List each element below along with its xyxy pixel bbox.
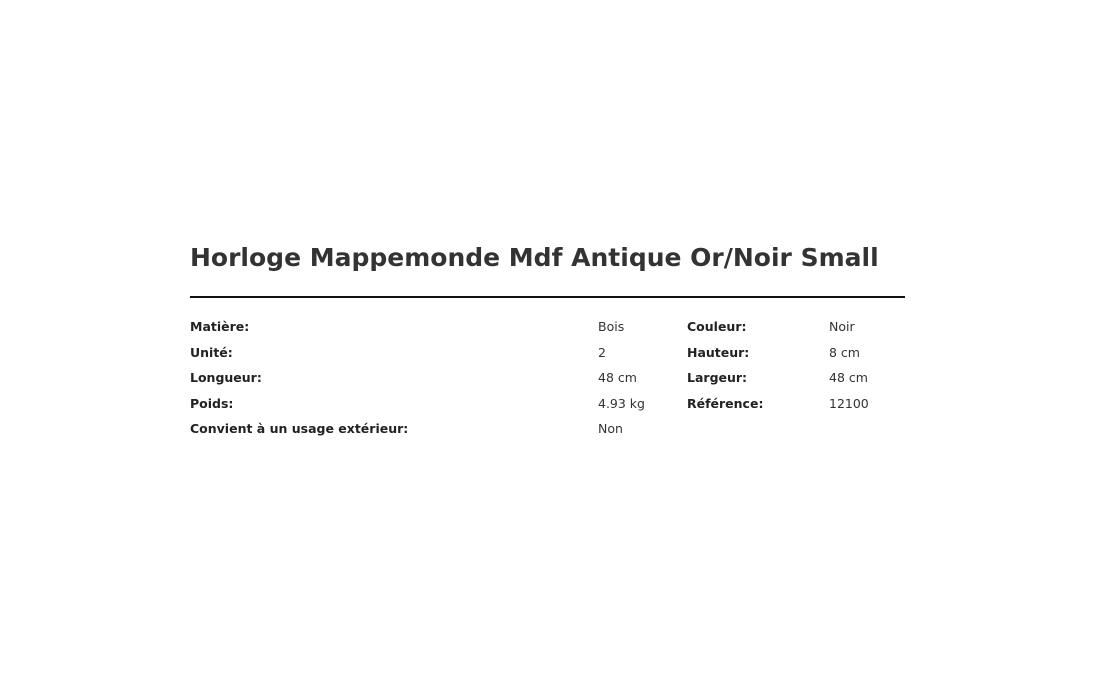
spec-value: Bois bbox=[598, 319, 625, 334]
spec-row-unit bbox=[190, 340, 905, 366]
spec-row-material bbox=[190, 314, 905, 340]
specs-table bbox=[190, 314, 905, 442]
spec-row-outdoor bbox=[190, 416, 905, 442]
spec-label: Référence: bbox=[687, 395, 764, 411]
spec-value: 8 cm bbox=[829, 344, 860, 360]
spec-label: Matière: bbox=[190, 319, 250, 334]
spec-row-weight bbox=[190, 391, 905, 417]
spec-value: 48 cm bbox=[598, 370, 637, 385]
spec-label: Couleur: bbox=[687, 319, 747, 334]
spec-value: Noir bbox=[829, 319, 855, 334]
spec-label: Unité: bbox=[190, 344, 233, 360]
spec-row-length bbox=[190, 365, 905, 391]
spec-label: Poids: bbox=[190, 395, 234, 411]
spec-value: Non bbox=[598, 421, 623, 436]
spec-label: Convient à un usage extérieur: bbox=[190, 421, 409, 436]
spec-label: Largeur: bbox=[687, 370, 748, 385]
spec-value: 12100 bbox=[829, 395, 869, 411]
product-details bbox=[190, 240, 905, 442]
title-divider bbox=[190, 296, 905, 298]
product-title: Horloge Mappemonde Mdf Antique Or/Noir Small bbox=[190, 243, 879, 272]
spec-label: Hauteur: bbox=[687, 344, 750, 360]
spec-value: 4.93 kg bbox=[598, 395, 645, 411]
spec-value: 2 bbox=[598, 344, 606, 360]
spec-value: 48 cm bbox=[829, 370, 868, 385]
spec-label: Longueur: bbox=[190, 370, 262, 385]
